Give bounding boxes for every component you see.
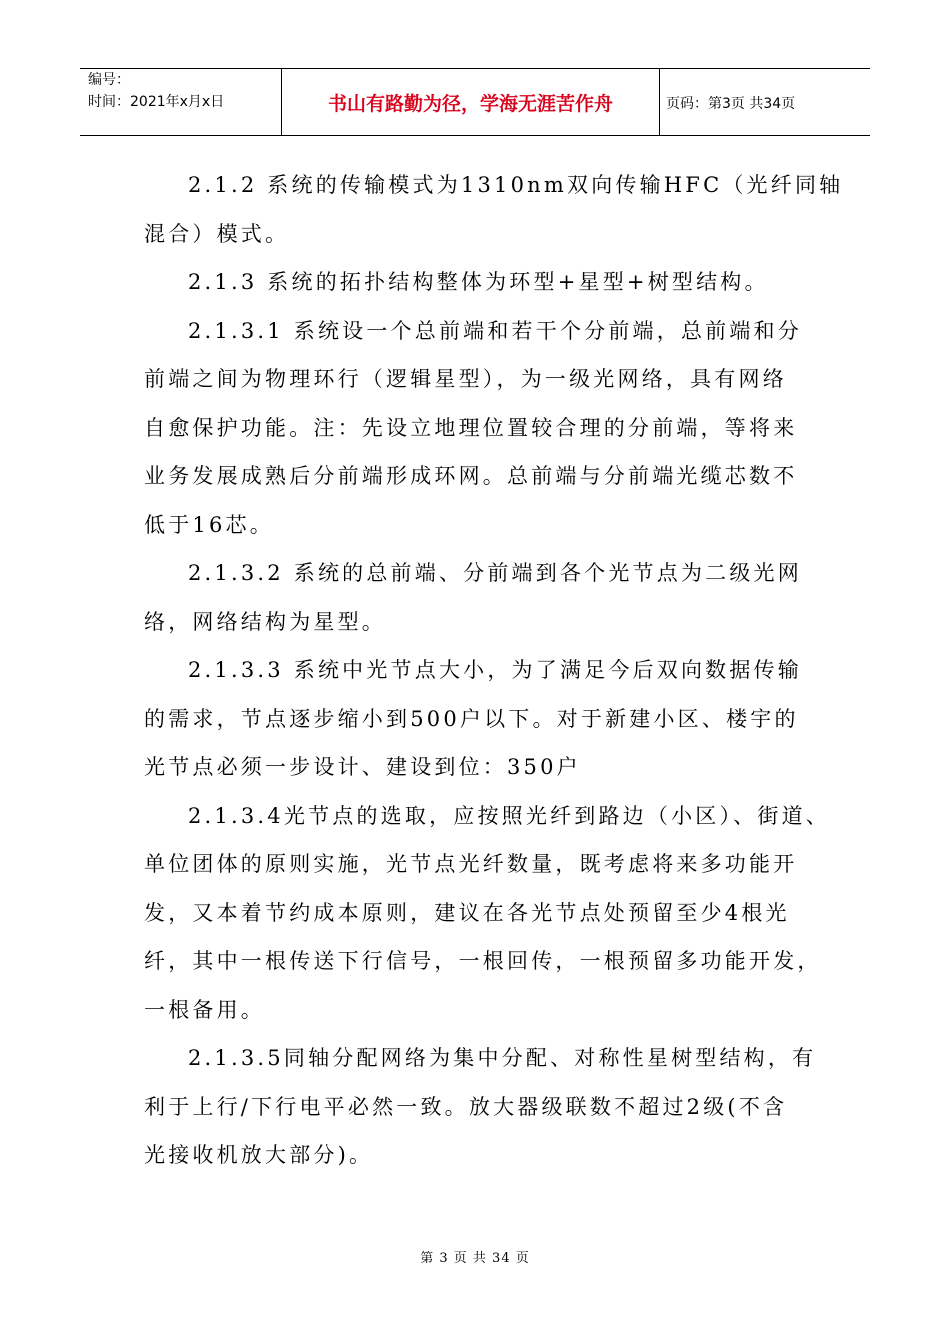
paragraph-line: 一根备用。: [144, 997, 265, 1022]
paragraph-line: 低于16芯。: [144, 512, 274, 537]
paragraph-line: 单位团体的原则实施，光节点光纤数量，既考虑将来多功能开: [144, 852, 798, 876]
document-body: [144, 166, 844, 1185]
paragraph-line: 2.1.3.2 系统的总前端、分前端到各个光节点为二级光网: [188, 561, 802, 585]
paragraph-2-1-3: [144, 263, 824, 312]
header-motto-cell: [282, 69, 660, 135]
paragraph-line: 纤，其中一根传送下行信号，一根回传，一根预留多功能开发，: [144, 949, 822, 973]
paragraph-line: 2.1.3.4光节点的选取，应按照光纤到路边（小区）、街道、: [188, 803, 830, 828]
paragraph-line: 业务发展成熟后分前端形成环网。总前端与分前端光缆芯数不: [144, 464, 798, 488]
paragraph-line: 前端之间为物理环行（逻辑星型），为一级光网络，具有网络: [144, 367, 787, 391]
paragraph-line: 光接收机放大部分)。: [144, 1143, 374, 1167]
page-footer: 第 3 页 共 34 页: [420, 1251, 530, 1266]
paragraph-line: 2.1.3.1 系统设一个总前端和若干个分前端，总前端和分: [188, 318, 802, 343]
paragraph-line: 光节点必须一步设计、建设到位：350户: [144, 755, 581, 779]
motto-text: 书山有路勤为径，学海无涯苦作舟: [327, 93, 613, 115]
paragraph-2-1-3-4: [144, 797, 830, 1040]
page-header: [80, 68, 870, 136]
paragraph-line: 的需求，节点逐步缩小到500户以下。对于新建小区、楼宇的: [144, 706, 799, 731]
paragraph-line: 发，又本着节约成本原则，建议在各光节点处预留至少4根光: [144, 900, 790, 925]
header-page-cell: [660, 69, 870, 135]
paragraph-line: 自愈保护功能。注：先设立地理位置较合理的分前端，等将来: [144, 415, 798, 440]
paragraph-2-1-2: [144, 166, 844, 263]
header-page-info: 页码：第3页 共34页: [666, 96, 796, 112]
header-meta-cell: [80, 69, 282, 135]
paragraph-line: 2.1.3.3 系统中光节点大小，为了满足今后双向数据传输: [188, 658, 802, 682]
document-number-label: 编号：: [88, 72, 130, 88]
paragraph-2-1-3-2: [144, 554, 824, 651]
paragraph-2-1-3-3: [144, 651, 824, 797]
paragraph-2-1-3-5: [144, 1039, 824, 1185]
paragraph-line: 2.1.2 系统的传输模式为1310nm双向传输HFC（光纤同轴: [188, 173, 844, 197]
paragraph-line: 混合）模式。: [144, 221, 290, 246]
paragraph-line: 2.1.3 系统的拓扑结构整体为环型+星型+树型结构。: [188, 270, 769, 294]
document-date-label: 时间：2021年x月x日: [88, 94, 225, 110]
paragraph-line: 络，网络结构为星型。: [144, 609, 386, 634]
paragraph-line: 利于上行/下行电平必然一致。放大器级联数不超过2级(不含: [144, 1094, 788, 1119]
paragraph-2-1-3-1: [144, 312, 824, 555]
paragraph-line: 2.1.3.5同轴分配网络为集中分配、对称性星树型结构，有: [188, 1046, 817, 1070]
